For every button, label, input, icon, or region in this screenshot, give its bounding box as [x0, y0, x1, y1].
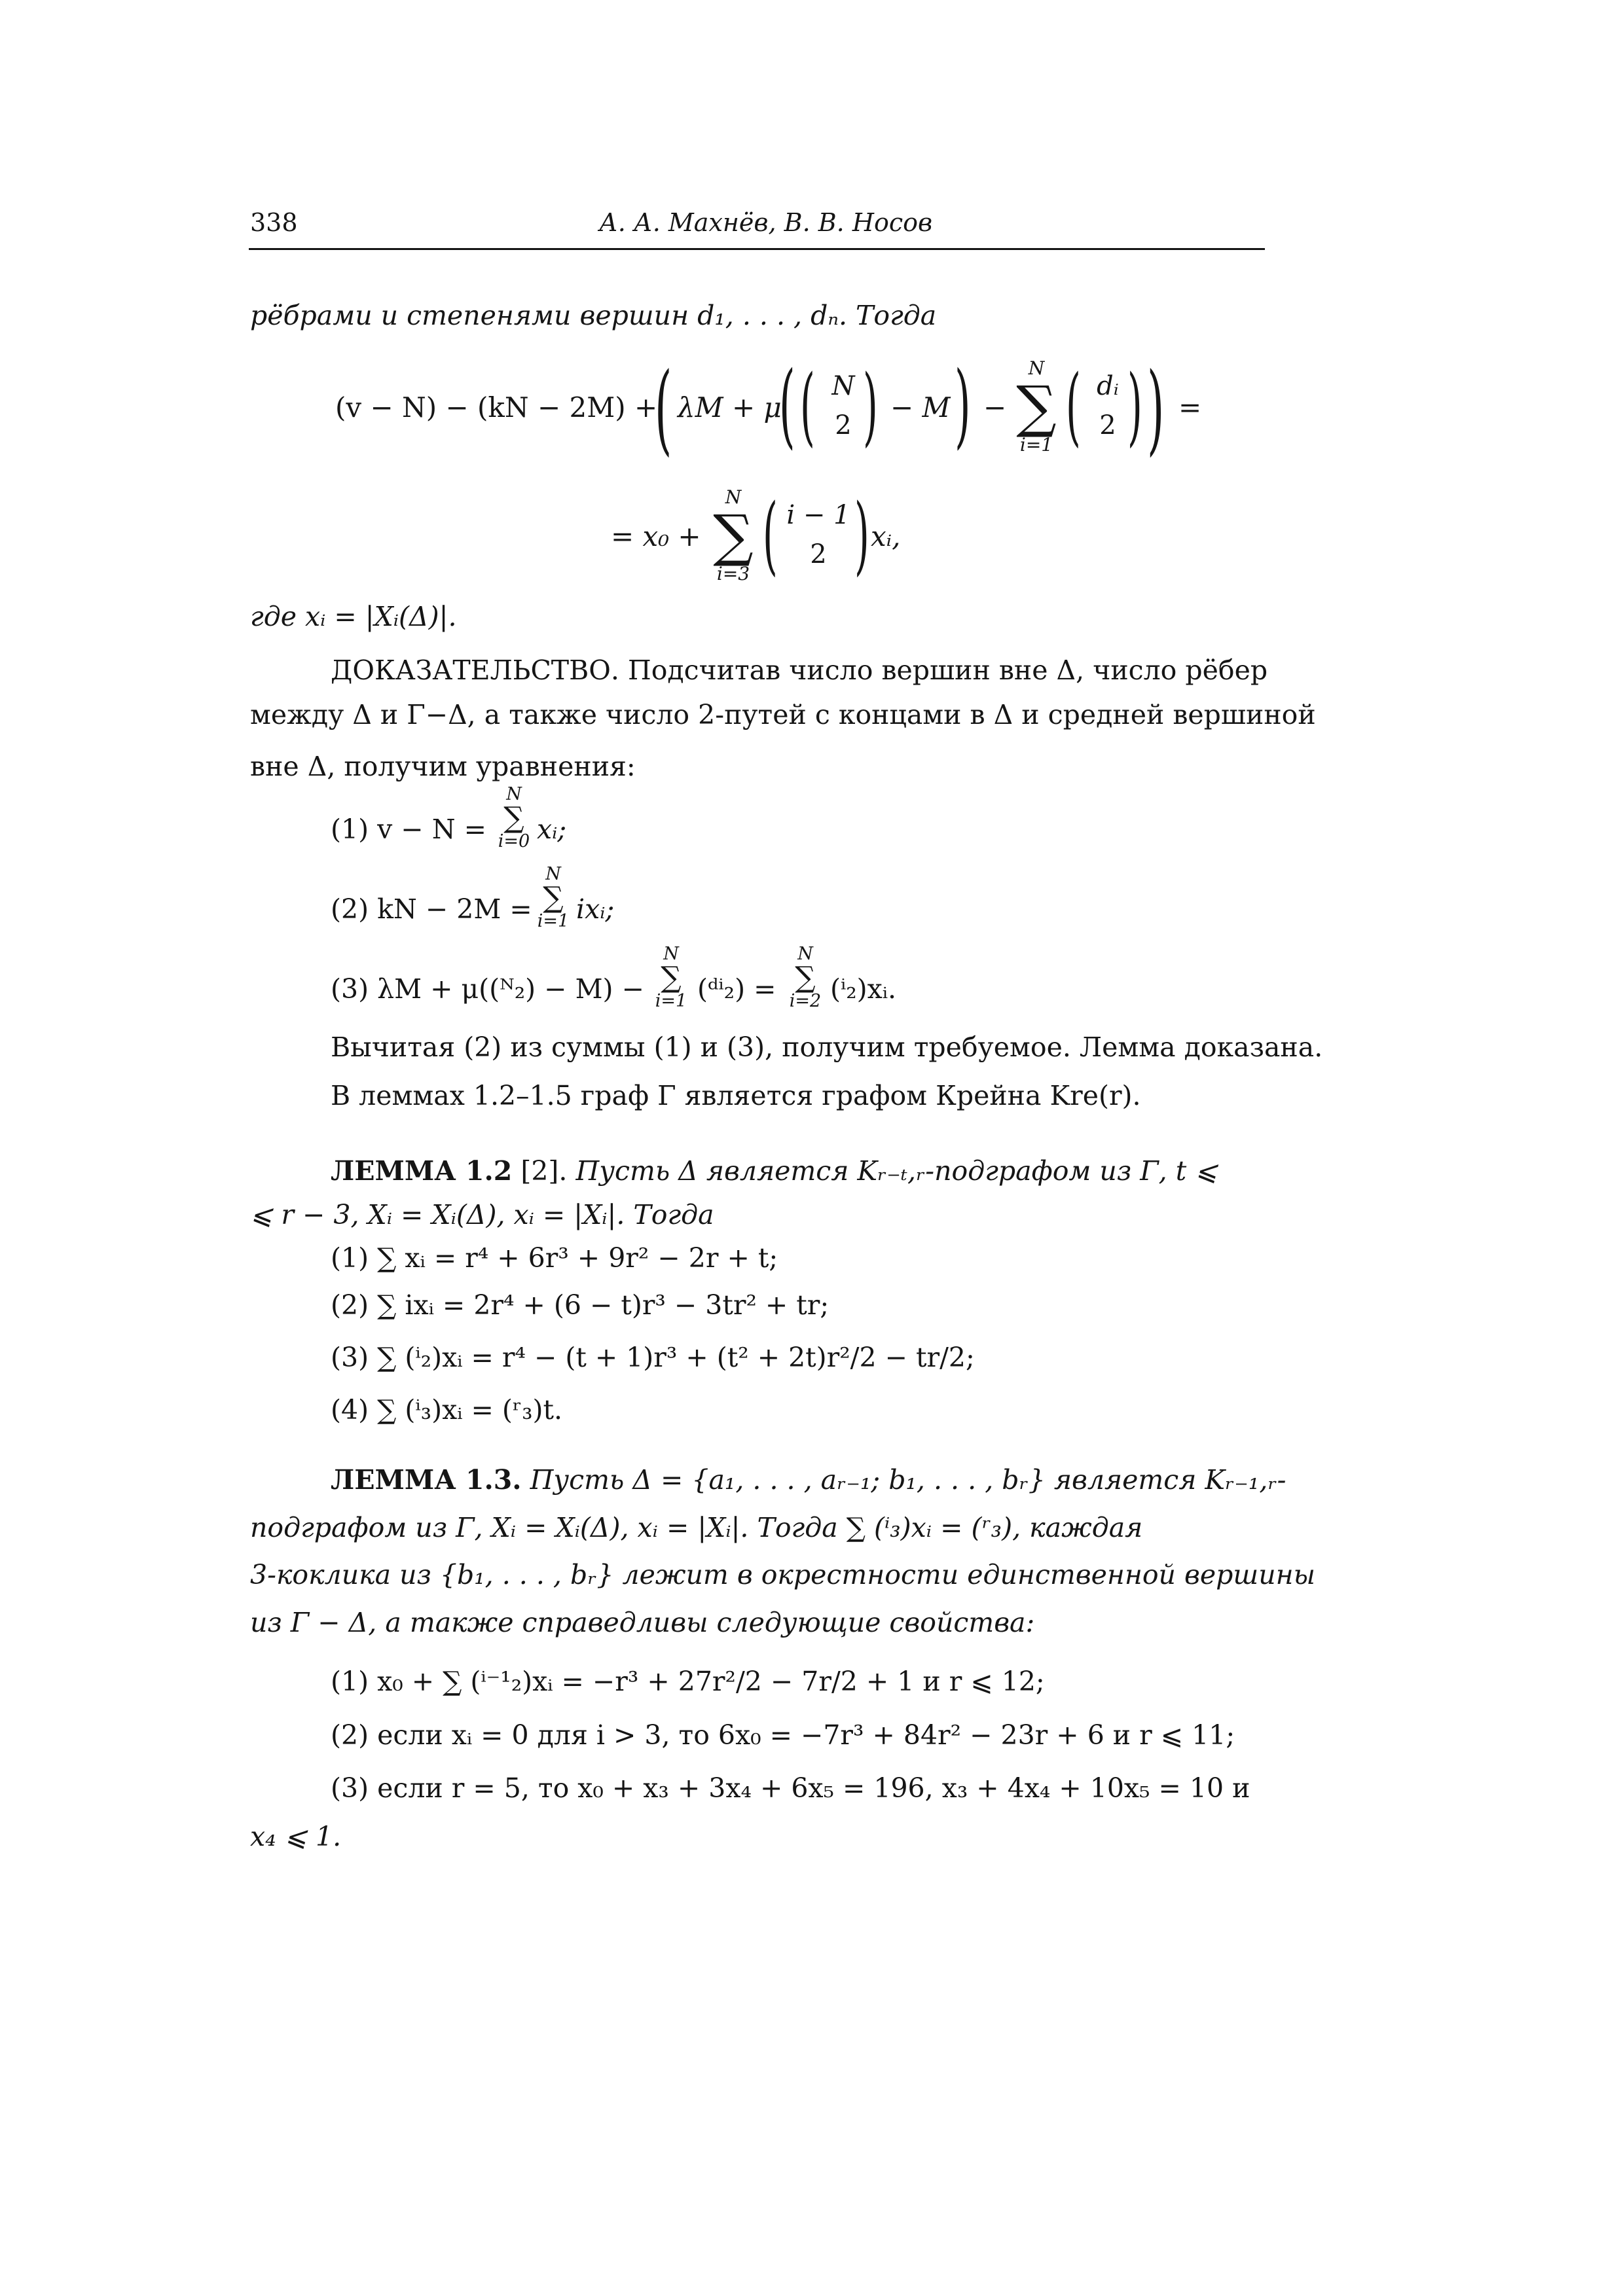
- proof-eq-3-mid: (ᵈⁱ₂) =: [697, 973, 776, 1005]
- proof-conclusion: Вычитая (2) из суммы (1) и (3), получим требуемое. Лемма доказана.: [331, 1031, 1323, 1063]
- lemma-1-3-item-1: (1) x₀ + ∑ (ⁱ⁻¹₂)xᵢ = −r³ + 27r²/2 − 7r/2 + 1 и r ⩽ 12;: [331, 1666, 1045, 1697]
- proof-eq-3-sum-2: [789, 945, 822, 1011]
- lemma-1-3-item-2: (2) если xᵢ = 0 для i > 3, то 6x₀ = −7r³ + 84r² − 23r + 6 и r ⩽ 11;: [331, 1719, 1235, 1751]
- lemma-1-3-line-1: Пусть Δ = {a₁, . . . , aᵣ₋₁; b₁, . . . , bᵣ} является Kᵣ₋₁,ᵣ-: [530, 1464, 1286, 1496]
- lemma-1-2-title: ЛЕММА 1.2: [331, 1155, 513, 1187]
- page-number: 338: [250, 208, 298, 237]
- formula2-binom-open: (: [763, 485, 778, 584]
- proof-eq-3-sum-1: [655, 945, 687, 1011]
- lemma-1-2-item-3: (3) ∑ (ⁱ₂)xᵢ = r⁴ − (t + 1)r³ + (t² + 2t)r²/2 − tr/2;: [331, 1342, 975, 1373]
- where-line: где xᵢ = |Xᵢ(Δ)|.: [250, 601, 457, 632]
- lemma-1-3-first-line: [331, 1464, 1286, 1496]
- lemma-1-2-ref: [2].: [520, 1155, 568, 1187]
- sum-sign: ∑: [795, 961, 816, 995]
- sum-lower: i=0: [498, 831, 530, 852]
- binom-bottom: 2: [1099, 410, 1116, 440]
- formula1-binom-di2: [1088, 367, 1127, 445]
- formula1-di-close: ): [1127, 356, 1142, 456]
- formula2-sum: [710, 488, 756, 584]
- lemma-1-3-item-3: (3) если r = 5, то x₀ + x₃ + 3x₄ + 6x₅ = 196, x₃ + 4x₄ + 10x₅ = 10 и: [331, 1772, 1250, 1804]
- formula1-lambda-mu: λM + μ: [678, 391, 782, 423]
- proof-eq-2-lhs: (2) kN − 2M =: [331, 893, 532, 925]
- sum-upper: N: [797, 944, 813, 964]
- lemma-1-3-line-4: из Γ − Δ, а также справедливы следующие свойства:: [250, 1607, 1035, 1638]
- lemma-1-2-item-4: (4) ∑ (ⁱ₃)xᵢ = (ʳ₃)t.: [331, 1394, 563, 1426]
- formula1-equals: =: [1178, 391, 1202, 423]
- formula1-binom-close: ): [863, 356, 878, 456]
- formula1-minus-m: − M: [890, 391, 951, 423]
- lemmas-note: В леммах 1.2–1.5 граф Γ является графом Крейна Kre(r).: [331, 1080, 1141, 1111]
- header-rule: [249, 248, 1265, 250]
- lemma-1-2-item-2: (2) ∑ ixᵢ = 2r⁴ + (6 − t)r³ − 3tr² + tr;: [331, 1289, 830, 1321]
- binom-bottom: 2: [810, 539, 827, 569]
- sum-lower: i=1: [1019, 433, 1053, 456]
- sum-lower: i=3: [716, 562, 750, 584]
- lemma-1-2-line-2: ⩽ r − 3, Xᵢ = Xᵢ(Δ), xᵢ = |Xᵢ|. Тогда: [250, 1199, 714, 1230]
- binom-top: N: [831, 371, 855, 401]
- formula1-sum: [1013, 359, 1059, 456]
- sum-lower: i=2: [789, 991, 822, 1012]
- formula1-binom-n2: [824, 367, 863, 445]
- lemma-1-3-line-2: подграфом из Γ, Xᵢ = Xᵢ(Δ), xᵢ = |Xᵢ|. Тогда ∑ (ⁱ₃)xᵢ = (ʳ₃), каждая: [250, 1512, 1143, 1543]
- sum-lower: i=1: [655, 991, 687, 1012]
- formula1-left: (v − N) − (kN − 2M) +: [335, 391, 658, 423]
- proof-eq-2-sum: [537, 865, 570, 931]
- lemma-1-2-item-1: (1) ∑ xᵢ = r⁴ + 6r³ + 9r² − 2r + t;: [331, 1242, 778, 1274]
- lemma-1-2-first-line: [331, 1155, 1218, 1187]
- sum-sign: ∑: [543, 881, 564, 915]
- proof-line-1: ДОКАЗАТЕЛЬСТВО. Подсчитав число вершин вне Δ, число рёбер: [331, 655, 1268, 686]
- running-header-authors: А. А. Махнёв, В. В. Носов: [599, 208, 933, 237]
- formula1-di-open: (: [1066, 356, 1081, 456]
- formula1-open-paren-2: (: [779, 352, 795, 459]
- formula2-lhs: = x₀ +: [611, 520, 701, 552]
- sum-upper: N: [1028, 357, 1045, 379]
- sum-sign: ∑: [503, 801, 524, 835]
- sum-upper: N: [663, 944, 679, 964]
- formula2-rhs: xᵢ,: [871, 520, 901, 552]
- proof-eq-3-lhs: (3) λM + μ((ᴺ₂) − M) −: [331, 973, 644, 1005]
- sum-sign: ∑: [661, 961, 682, 995]
- sum-sign: ∑: [1016, 374, 1057, 440]
- sum-sign: ∑: [713, 503, 754, 569]
- proof-eq-3-rhs: (ⁱ₂)xᵢ.: [830, 973, 897, 1005]
- formula1-close-paren-2: ): [955, 352, 971, 459]
- binom-bottom: 2: [835, 410, 852, 440]
- proof-eq-1-lhs: (1) v − N =: [331, 814, 486, 845]
- formula2-binom: [782, 495, 854, 574]
- sum-upper: N: [545, 864, 561, 884]
- formula1-open-paren: (: [655, 352, 672, 466]
- lemma-1-3-line-3: 3-коклика из {b₁, . . . , bᵣ} лежит в окрестности единственной вершины: [250, 1559, 1316, 1590]
- formula1-minus: −: [983, 391, 1007, 423]
- formula2-binom-close: ): [854, 485, 869, 584]
- formula1-close-paren: ): [1147, 352, 1165, 466]
- proof-line-2: между Δ и Γ−Δ, а также число 2-путей с концами в Δ и средней вершиной: [250, 699, 1316, 730]
- lemma-1-2-line-1: Пусть Δ является Kᵣ₋ₜ,ᵣ-подграфом из Γ, t ⩽: [575, 1155, 1218, 1187]
- proof-eq-2-rhs: ixᵢ;: [576, 893, 615, 925]
- sum-upper: N: [506, 784, 522, 804]
- formula1-binom-open: (: [800, 356, 815, 456]
- binom-top: dᵢ: [1097, 371, 1119, 401]
- intro-line: рёбрами и степенями вершин d₁, . . . , dₙ. Тогда: [250, 300, 937, 331]
- lemma-1-3-title: ЛЕММА 1.3.: [331, 1464, 522, 1496]
- sum-upper: N: [725, 486, 742, 508]
- proof-line-3: вне Δ, получим уравнения:: [250, 751, 636, 782]
- binom-top: i − 1: [786, 500, 850, 530]
- proof-eq-1-sum: [498, 785, 530, 852]
- sum-lower: i=1: [537, 911, 570, 932]
- proof-eq-1-rhs: xᵢ;: [537, 814, 567, 845]
- lemma-1-3-last-line: x₄ ⩽ 1.: [250, 1821, 342, 1852]
